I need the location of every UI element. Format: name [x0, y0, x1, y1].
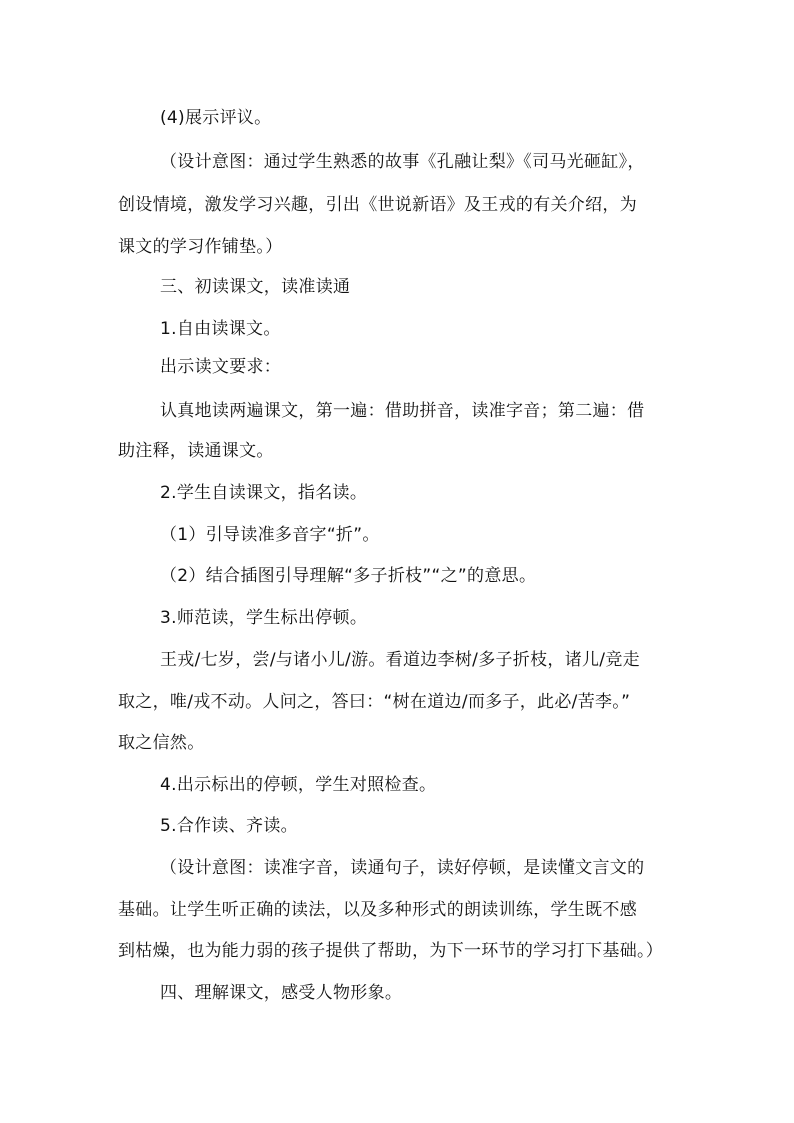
text-line: （1）引导读准多音字“折”。	[160, 525, 380, 545]
text-line: 2.学生自读课文，指名读。	[160, 483, 368, 503]
text-line: 基础。让学生听正确的读法，以及多种形式的朗读训练，学生既不感	[118, 900, 637, 920]
section-heading: 四、理解课文，感受人物形象。	[160, 983, 403, 1003]
text-line: （2）结合插图引导理解“多子折枝”“之”的意思。	[160, 566, 537, 586]
text-line: （设计意图：读准字音，读通句子，读好停顿，是读懂文言文的	[160, 858, 645, 878]
text-line: 课文的学习作铺垫。）	[118, 237, 283, 257]
text-line: 到枯燥，也为能力弱的孩子提供了帮助，为下一环节的学习打下基础。）	[118, 941, 664, 961]
text-line: 取之信然。	[118, 733, 205, 753]
text-line: 4.出示标出的停顿，学生对照检查。	[160, 775, 437, 795]
text-line: (4)展示评议。	[160, 108, 272, 128]
text-line: 助注释，读通课文。	[118, 441, 274, 461]
text-line: 3.师范读，学生标出停顿。	[160, 608, 368, 628]
text-line: （设计意图：通过学生熟悉的故事《孔融让梨》《司马光砸缸》，	[160, 152, 645, 172]
text-line: 出示读文要求：	[160, 357, 282, 377]
section-heading: 三、初读课文，读准读通	[160, 277, 351, 297]
text-line: 取之，唯/戎不动。人问之，答曰：“树在道边/而多子，此必/苦李。”	[118, 692, 631, 712]
text-line: 王戎/七岁，尝/与诸小儿/游。看道边李树/多子折枝，诸儿/竞走	[160, 650, 640, 670]
text-line: 创设情境，激发学习兴趣，引出《世说新语》及王戎的有关介绍，为	[118, 195, 637, 215]
text-line: 5.合作读、齐读。	[160, 816, 298, 836]
text-line: 认真地读两遍课文，第一遍：借助拼音，读准字音；第二遍：借	[160, 401, 645, 421]
text-line: 1.自由读课文。	[160, 319, 281, 339]
